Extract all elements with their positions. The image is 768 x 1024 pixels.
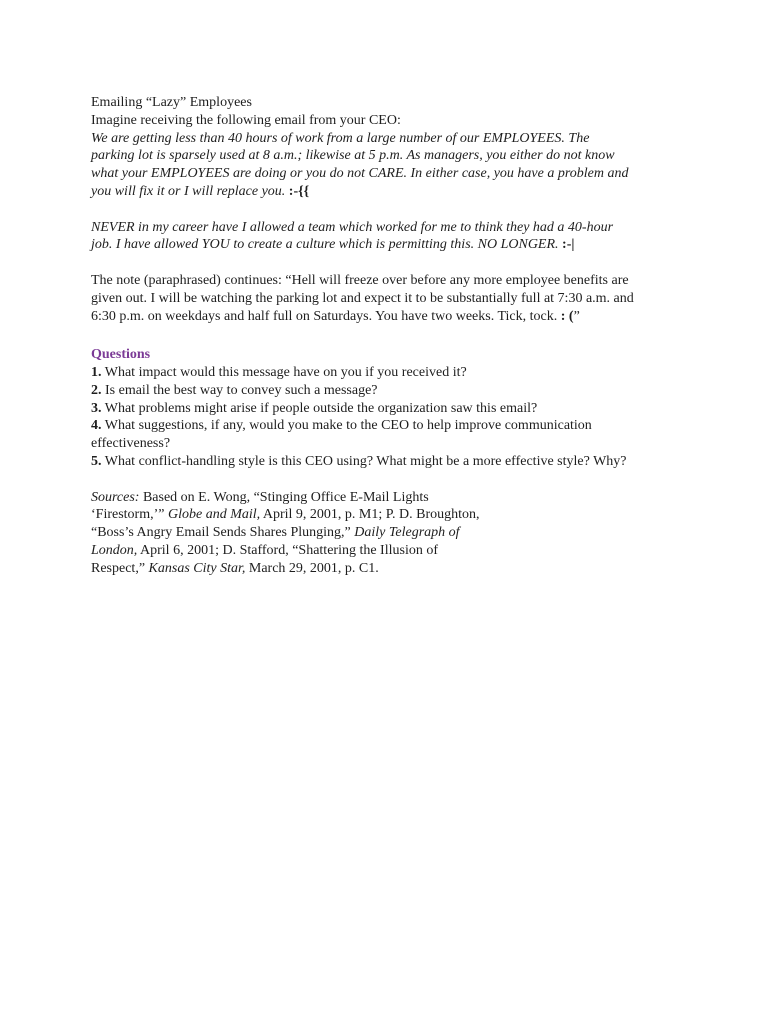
note-line: given out. I will be watching the parking lot and expect it to be substantially full at 7:30 a.m. and bbox=[91, 290, 634, 306]
document-title: Emailing “Lazy” Employees bbox=[91, 95, 252, 110]
note-line: The note (paraphrased) continues: “Hell will freeze over before any more employee benefits are bbox=[91, 272, 629, 288]
email-line: We are getting less than 40 hours of work from a large number of our EMPLOYEES. The bbox=[91, 130, 590, 146]
questions-heading: Questions bbox=[91, 347, 151, 363]
publication-title: London, bbox=[91, 542, 138, 558]
sources-block: Sources: Based on E. Wong, “Stinging Office E-Mail Lights ‘Firestorm,’” Globe and Mail, April 9, 2001, p. M1; P. D. Broughton, “Boss’s Angry Email Sends Shares Plunging,” Daily Telegraph of London, April 6, 2001; D. Stafford, “Shattering the Illusion of Respect,” Kansas City Star, March 29, 2001, p. C1. bbox=[91, 489, 480, 576]
sources-text: Based on E. Wong, “Stinging Office E-Mail Lights bbox=[139, 489, 429, 505]
note-line: 6:30 p.m. on weekdays and half full on Saturdays. You have two weeks. Tick, tock. bbox=[91, 308, 561, 324]
emoticon: : ( bbox=[560, 308, 574, 324]
publication-title: Kansas City Star, bbox=[148, 560, 246, 576]
question-item: 3. What problems might arise if people outside the organization saw this email? bbox=[91, 400, 538, 416]
email-paragraph-2 bbox=[91, 219, 691, 255]
document-page bbox=[91, 94, 691, 578]
intro-text: Imagine receiving the following email from your CEO: bbox=[91, 112, 401, 128]
questions-list bbox=[91, 364, 691, 471]
publication-title: Globe and Mail, bbox=[167, 507, 261, 523]
question-item: 2. Is email the best way to convey such a message? bbox=[91, 382, 378, 398]
closing-quote: ” bbox=[573, 308, 580, 324]
emoticon: :-{{ bbox=[288, 183, 310, 199]
question-item: 5. What conflict-handling style is this CEO using? What might be a more effective style? Why? bbox=[91, 453, 627, 469]
email-line: parking lot is sparsely used at 8 a.m.; likewise at 5 p.m. As managers, you either do not know bbox=[91, 148, 615, 164]
email-line: NEVER in my career have I allowed a team which worked for me to think they had a 40-hour bbox=[91, 219, 614, 235]
note-paragraph bbox=[91, 272, 691, 325]
question-item: 4. What suggestions, if any, would you make to the CEO to help improve communication effectiveness? bbox=[91, 418, 592, 452]
question-item: 1. What impact would this message have on you if you received it? bbox=[91, 364, 467, 380]
publication-title: Daily Telegraph of bbox=[354, 525, 460, 541]
email-line: you will fix it or I will replace you. bbox=[91, 183, 289, 199]
email-line: what your EMPLOYEES are doing or you do not CARE. In either case, you have a problem and bbox=[91, 166, 629, 182]
emoticon: :-| bbox=[562, 237, 575, 253]
sources-label: Sources: bbox=[91, 489, 140, 505]
email-paragraph-1 bbox=[91, 130, 691, 201]
email-line: job. I have allowed YOU to create a culture which is permitting this. NO LONGER. bbox=[91, 237, 563, 253]
